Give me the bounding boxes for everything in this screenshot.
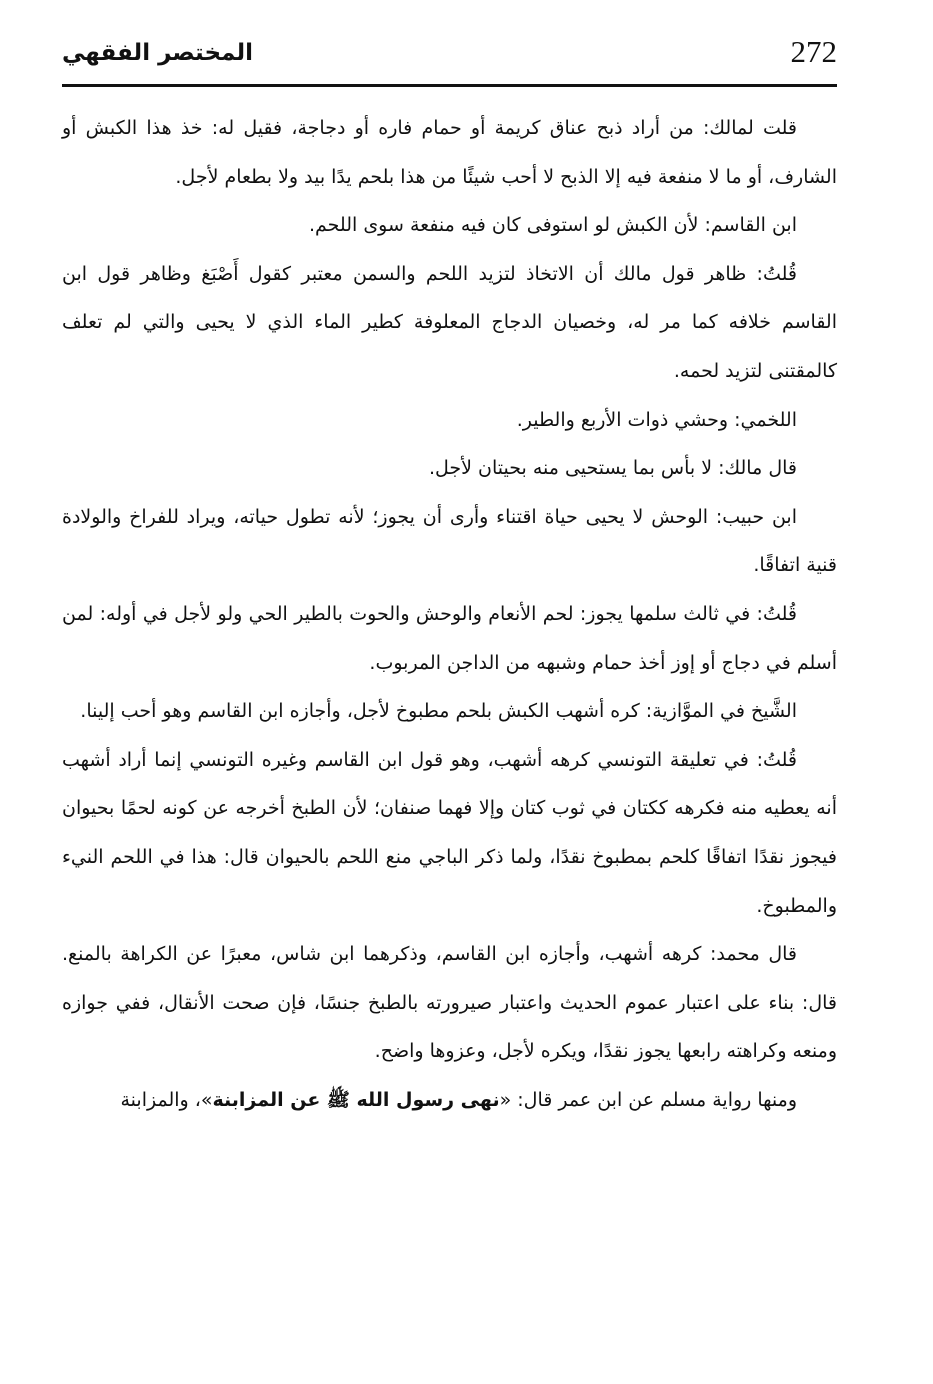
paragraph: ابن حبيب: الوحش لا يحيى حياة اقتناء وأرى أن يجوز؛ لأنه تطول حياته، ويراد للفراخ والولادة قنية اتفاقًا. (62, 505, 837, 577)
paragraph: قال محمد: كرهه أشهب، وأجازه ابن القاسم، وذكرهما ابن شاس، معبرًا عن الكراهة بالمنع. قال: بناء على اعتبار عموم الحديث واعتبار صيرورته بالطبخ جنسًا، فإن صحت الأنقال، ففي جوازه ومنعه وكراهته رابعها يجوز نقدًا، ويكره لأجل، وعزوها واضح. (62, 943, 837, 1063)
paragraph: ابن القاسم: لأن الكبش لو استوفى كان فيه منفعة سوى اللحم. (308, 214, 797, 237)
paragraph: قُلتُ: في ثالث سلمها يجوز: لحم الأنعام والوحش والحوت بالطير الحي ولو لأجل في أوله: لمن أسلم في دجاج أو إوز أخذ حمام وشبهه من الداجن المربوب. (62, 602, 837, 674)
paragraph: قلت لمالك: من أراد ذبح عناق كريمة أو حمام فاره أو دجاجة، فقيل له: خذ هذا الكبش أو الشارف، أو ما لا منفعة فيه إلا الذبح لا أحب شيئًا من هذا بلحم يدًا بيد ولا بطعام لأجل. (62, 117, 837, 188)
paragraph: قال مالك: لا بأس بما يستحيى منه بحيتان لأجل. (428, 457, 797, 480)
paragraph-hadith (62, 1076, 837, 1125)
page-header (62, 34, 837, 84)
paragraph: اللخمي: وحشي ذوات الأربع والطير. (516, 408, 797, 431)
paragraph: قُلتُ: ظاهر قول مالك أن الاتخاذ لتزيد اللحم والسمن معتبر كقول أَصْبَغ وظاهر قول ابن القاسم خلافه كما مر له، وخصيان الدجاج المعلوفة كطير الماء الذي لا يحيى والتي لم تعلف كالمقتنى لتزيد لحمه. (62, 262, 837, 382)
paragraph: قُلتُ: في تعليقة التونسي كرهه أشهب، وهو قول ابن القاسم وغيره التونسي إنما أراد أشهب أنه يعطيه منه فكرهه ككتان في ثوب كتان وإلا فهما صنفان؛ لأن الطبخ أخرجه عن كونه لحمًا بحيوان فيجوز نقدًا اتفاقًا كلحم بمطبوخ نقدًا، ولما ذكر الباجي منع اللحم بالحيوان قال: هذا في اللحم النيء والمطبوخ. (62, 748, 837, 917)
paragraph: الشَّيخ في الموَّازية: كره أشهب الكبش بلحم مطبوخ لأجل، وأجازه ابن القاسم وهو أحب إلينا. (80, 700, 797, 723)
page-number: 272 (790, 34, 837, 69)
main-text (62, 104, 837, 1124)
book-title: المختصر الفقهي (62, 40, 253, 66)
hadith-intro: ومنها رواية مسلم عن ابن عمر قال: « (499, 1088, 797, 1111)
header-rule (62, 84, 837, 87)
hadith-quote: نهى رسول الله ﷺ عن المزابنة (212, 1088, 500, 1111)
hadith-outro: »، والمزابنة (120, 1088, 213, 1111)
